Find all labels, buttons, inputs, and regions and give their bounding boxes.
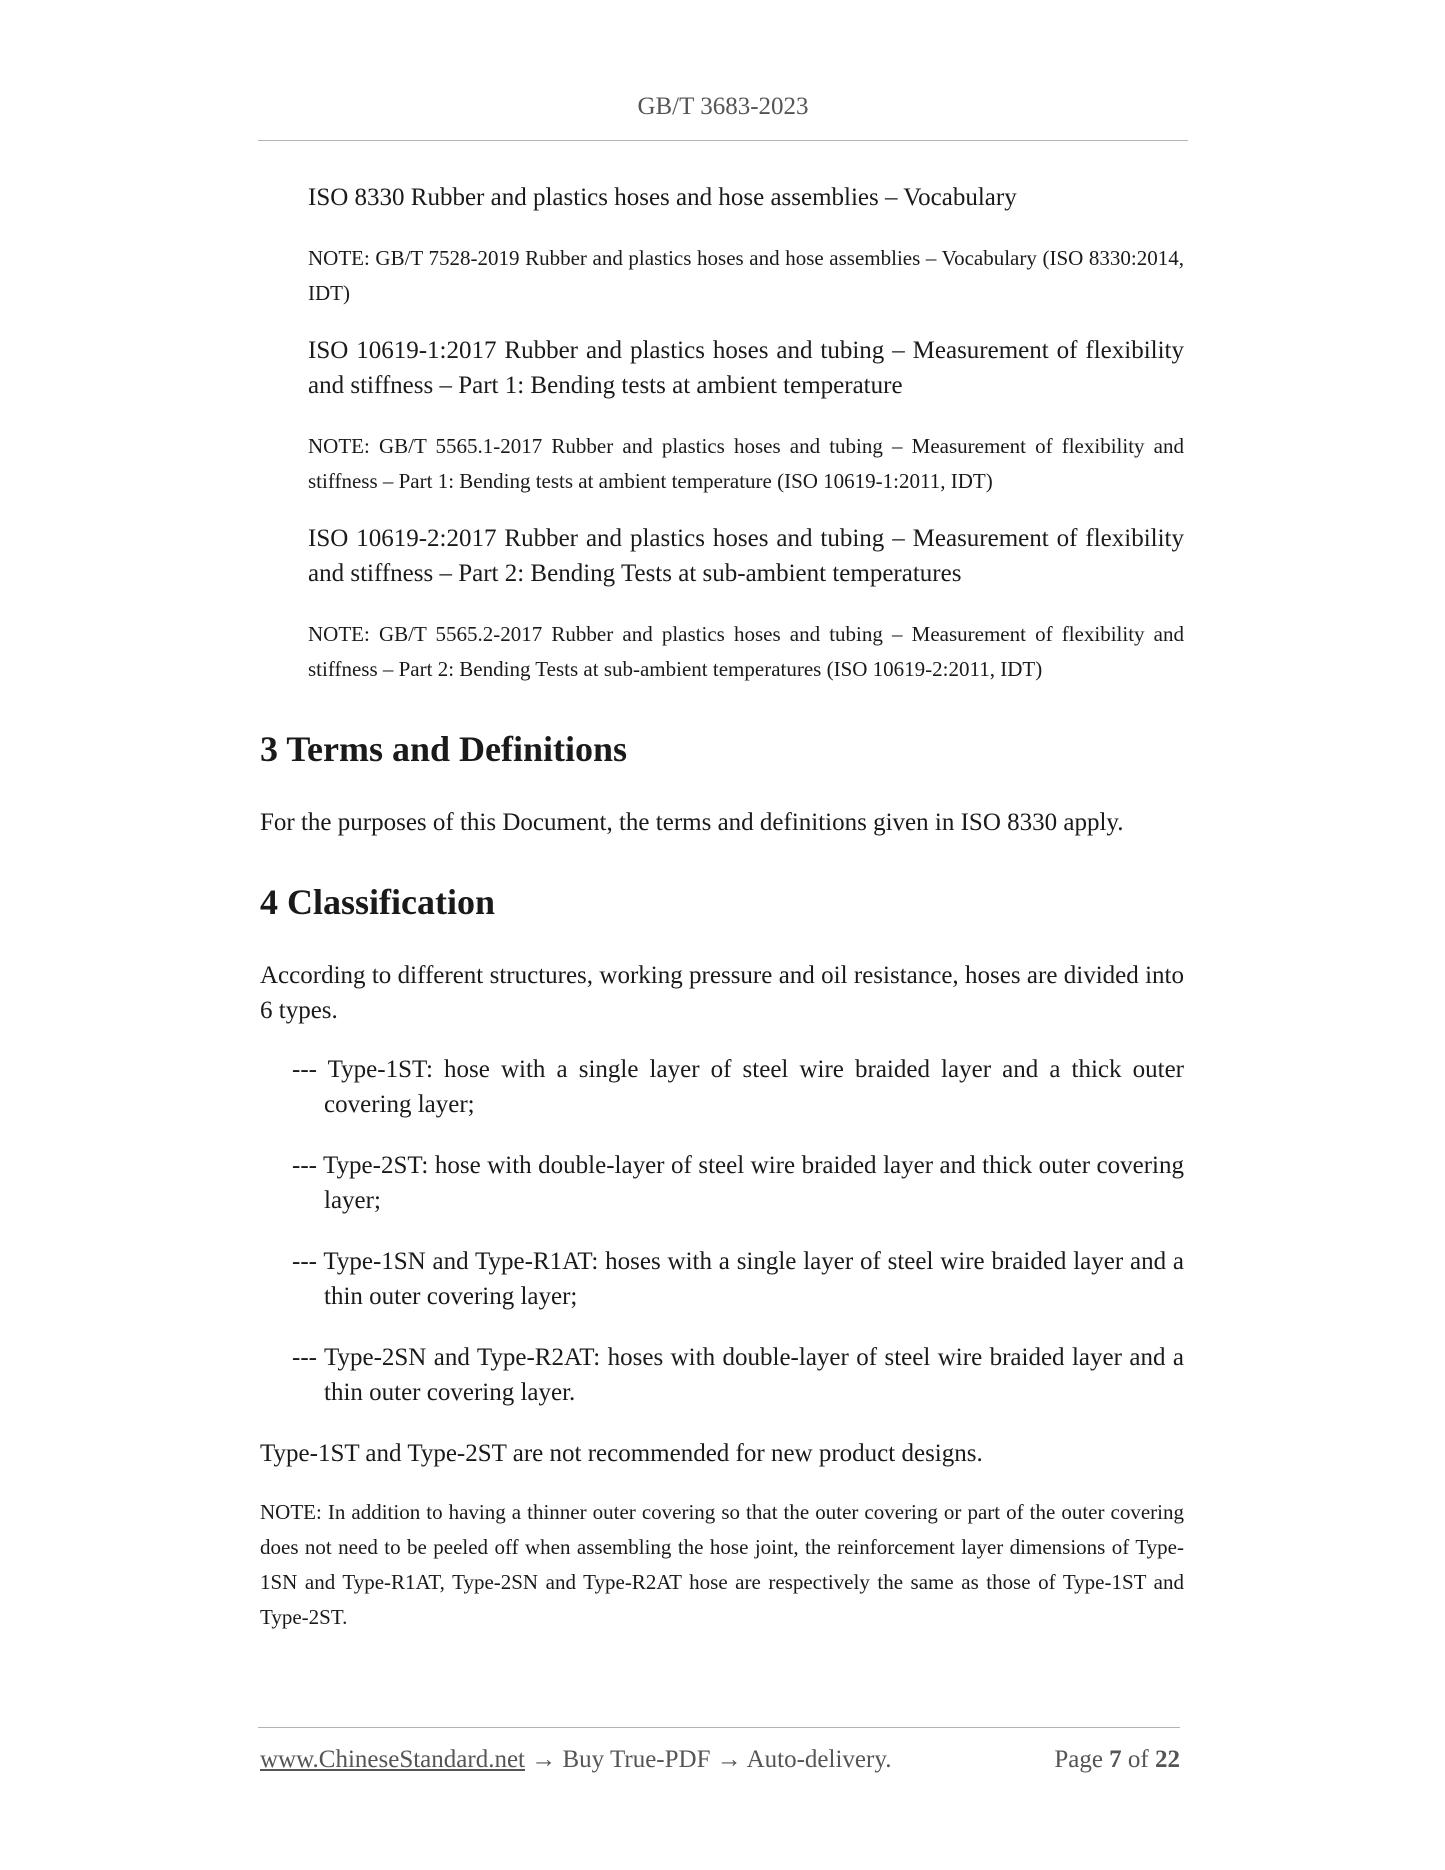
classification-note: NOTE: In addition to having a thinner outer covering so that the outer covering or part of the outer covering does not need to be peeled off when assembling the hose joint, the reinforcement layer dimensions of Type-1SN and Type-R1AT, Type-2SN and Type-R2AT hose are respectively the same as those of Type-1ST and Type-2ST. <box>260 1500 1184 1629</box>
footer-divider <box>258 1727 1180 1728</box>
list-item-type-2sn-r2at: --- Type-2SN and Type-R2AT: hoses with double-layer of steel wire braided layer and a thin outer covering layer. <box>292 1344 1184 1406</box>
reference-note-gbt-7528: NOTE: GB/T 7528-2019 Rubber and plastics hoses and hose assemblies – Vocabulary (ISO 8330:2014, IDT) <box>308 246 1184 305</box>
recommendation-paragraph: Type-1ST and Type-2ST are not recommended for new product designs. <box>260 1440 983 1467</box>
list-item-type-1sn-r1at: --- Type-1SN and Type-R1AT: hoses with a single layer of steel wire braided layer and a thin outer covering layer; <box>292 1248 1184 1310</box>
reference-iso-10619-2: ISO 10619-2:2017 Rubber and plastics hoses and tubing – Measurement of flexibility and stiffness – Part 2: Bending Tests at sub-ambient temperatures <box>308 525 1184 587</box>
page-header-title: GB/T 3683-2023 <box>637 93 809 120</box>
header-divider <box>258 140 1188 141</box>
auto-delivery-text: Auto-delivery. <box>746 1746 892 1773</box>
reference-note-gbt-5565-1: NOTE: GB/T 5565.1-2017 Rubber and plastics hoses and tubing – Measurement of flexibility and stiffness – Part 1: Bending tests at ambient temperature (ISO 10619-1:2011, IDT) <box>308 434 1184 493</box>
list-item-type-2st: --- Type-2ST: hose with double-layer of steel wire braided layer and thick outer covering layer; <box>292 1152 1184 1214</box>
reference-iso-8330: ISO 8330 Rubber and plastics hoses and hose assemblies – Vocabulary <box>308 184 1017 211</box>
of-label: of <box>1127 1746 1149 1773</box>
buy-true-pdf-text: Buy True-PDF <box>562 1746 711 1773</box>
page-number: 7 <box>1109 1746 1122 1773</box>
arrow-right-icon: → <box>716 1746 742 1773</box>
arrow-right-icon: → <box>531 1746 557 1773</box>
page-indicator <box>1054 1746 1180 1774</box>
footer-left <box>260 1746 891 1774</box>
reference-note-gbt-5565-2: NOTE: GB/T 5565.2-2017 Rubber and plastics hoses and tubing – Measurement of flexibility and stiffness – Part 2: Bending Tests at sub-ambient temperatures (ISO 10619-2:2011, IDT) <box>308 622 1184 681</box>
section-3-paragraph: For the purposes of this Document, the terms and definitions given in ISO 8330 apply. <box>260 809 1124 836</box>
page-label: Page <box>1054 1746 1103 1773</box>
website-link[interactable]: www.ChineseStandard.net <box>260 1746 525 1773</box>
section-4-intro: According to different structures, working pressure and oil resistance, hoses are divided into 6 types. <box>260 962 1184 1024</box>
section-3-heading: 3 Terms and Definitions <box>260 729 628 769</box>
section-4-heading: 4 Classification <box>260 882 496 922</box>
page-total: 22 <box>1155 1746 1180 1773</box>
list-item-type-1st: --- Type-1ST: hose with a single layer of steel wire braided layer and a thick outer covering layer; <box>292 1056 1184 1118</box>
page-footer <box>260 1746 1180 1774</box>
page-content <box>260 180 1184 1635</box>
reference-iso-10619-1: ISO 10619-1:2017 Rubber and plastics hoses and tubing – Measurement of flexibility and stiffness – Part 1: Bending tests at ambient temperature <box>308 337 1184 399</box>
